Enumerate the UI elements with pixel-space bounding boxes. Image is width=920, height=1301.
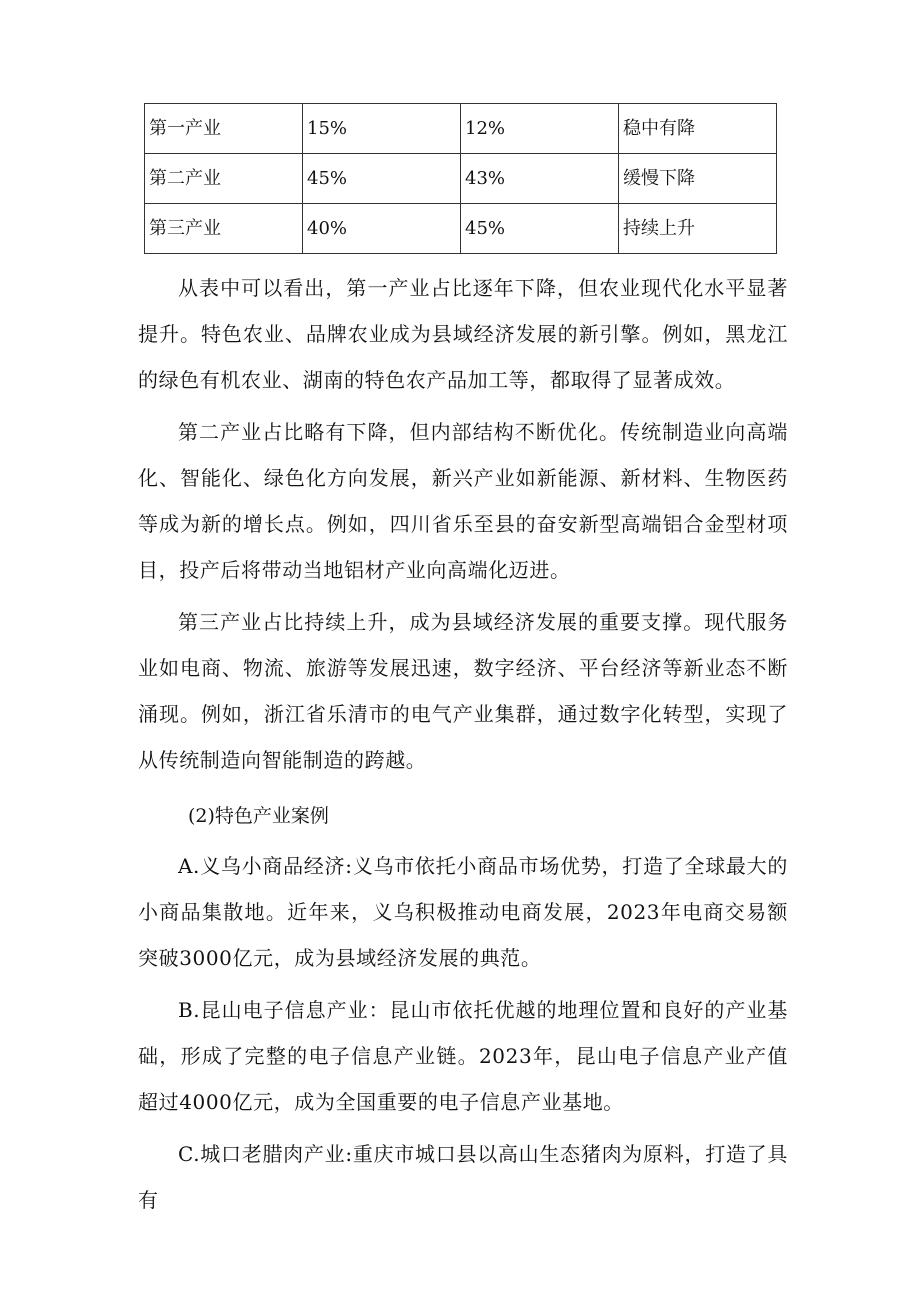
table-cell: 45%	[303, 154, 461, 204]
table-row	[145, 154, 777, 204]
section-heading: (2)特色产业案例	[188, 805, 329, 827]
table-cell: 45%	[461, 204, 619, 254]
table-cell: 12%	[461, 104, 619, 154]
table-cell: 第二产业	[145, 154, 303, 204]
paragraph-primary-industry: 从表中可以看出，第一产业占比逐年下降，但农业现代化水平显著提升。特色农业、品牌农业成为县域经济发展的新引擎。例如，黑龙江的绿色有机农业、湖南的特色农产品加工等，都取得了显著成效。	[138, 276, 788, 392]
table-cell: 43%	[461, 154, 619, 204]
table-row	[145, 104, 777, 154]
table-cell: 第一产业	[145, 104, 303, 154]
table-cell: 15%	[303, 104, 461, 154]
industry-share-table	[144, 103, 777, 254]
case-a-paragraph: A.义乌小商品经济:义乌市依托小商品市场优势，打造了全球最大的小商品集散地。近年来，义乌积极推动电商发展，2023年电商交易额突破3000亿元，成为县域经济发展的典范。	[138, 854, 788, 970]
paragraph-tertiary-industry: 第三产业占比持续上升，成为县域经济发展的重要支撑。现代服务业如电商、物流、旅游等发展迅速，数字经济、平台经济等新业态不断涌现。例如，浙江省乐清市的电气产业集群，通过数字化转型，实现了从传统制造向智能制造的跨越。	[138, 610, 788, 772]
case-b-paragraph: B.昆山电子信息产业：昆山市依托优越的地理位置和良好的产业基础，形成了完整的电子信息产业链。2023年，昆山电子信息产业产值超过4000亿元，成为全国重要的电子信息产业基地。	[138, 998, 788, 1114]
table-cell: 第三产业	[145, 204, 303, 254]
table-cell: 40%	[303, 204, 461, 254]
paragraph-secondary-industry: 第二产业占比略有下降，但内部结构不断优化。传统制造业向高端化、智能化、绿色化方向发展，新兴产业如新能源、新材料、生物医药等成为新的增长点。例如，四川省乐至县的奋安新型高端铝合金型材项目，投产后将带动当地铝材产业向高端化迈进。	[138, 420, 788, 582]
table-cell: 持续上升	[619, 204, 777, 254]
case-c-paragraph: C.城口老腊肉产业:重庆市城口县以高山生态猪肉为原料，打造了具有	[138, 1142, 788, 1212]
table-cell: 稳中有降	[619, 104, 777, 154]
table-cell: 缓慢下降	[619, 154, 777, 204]
table-row	[145, 204, 777, 254]
